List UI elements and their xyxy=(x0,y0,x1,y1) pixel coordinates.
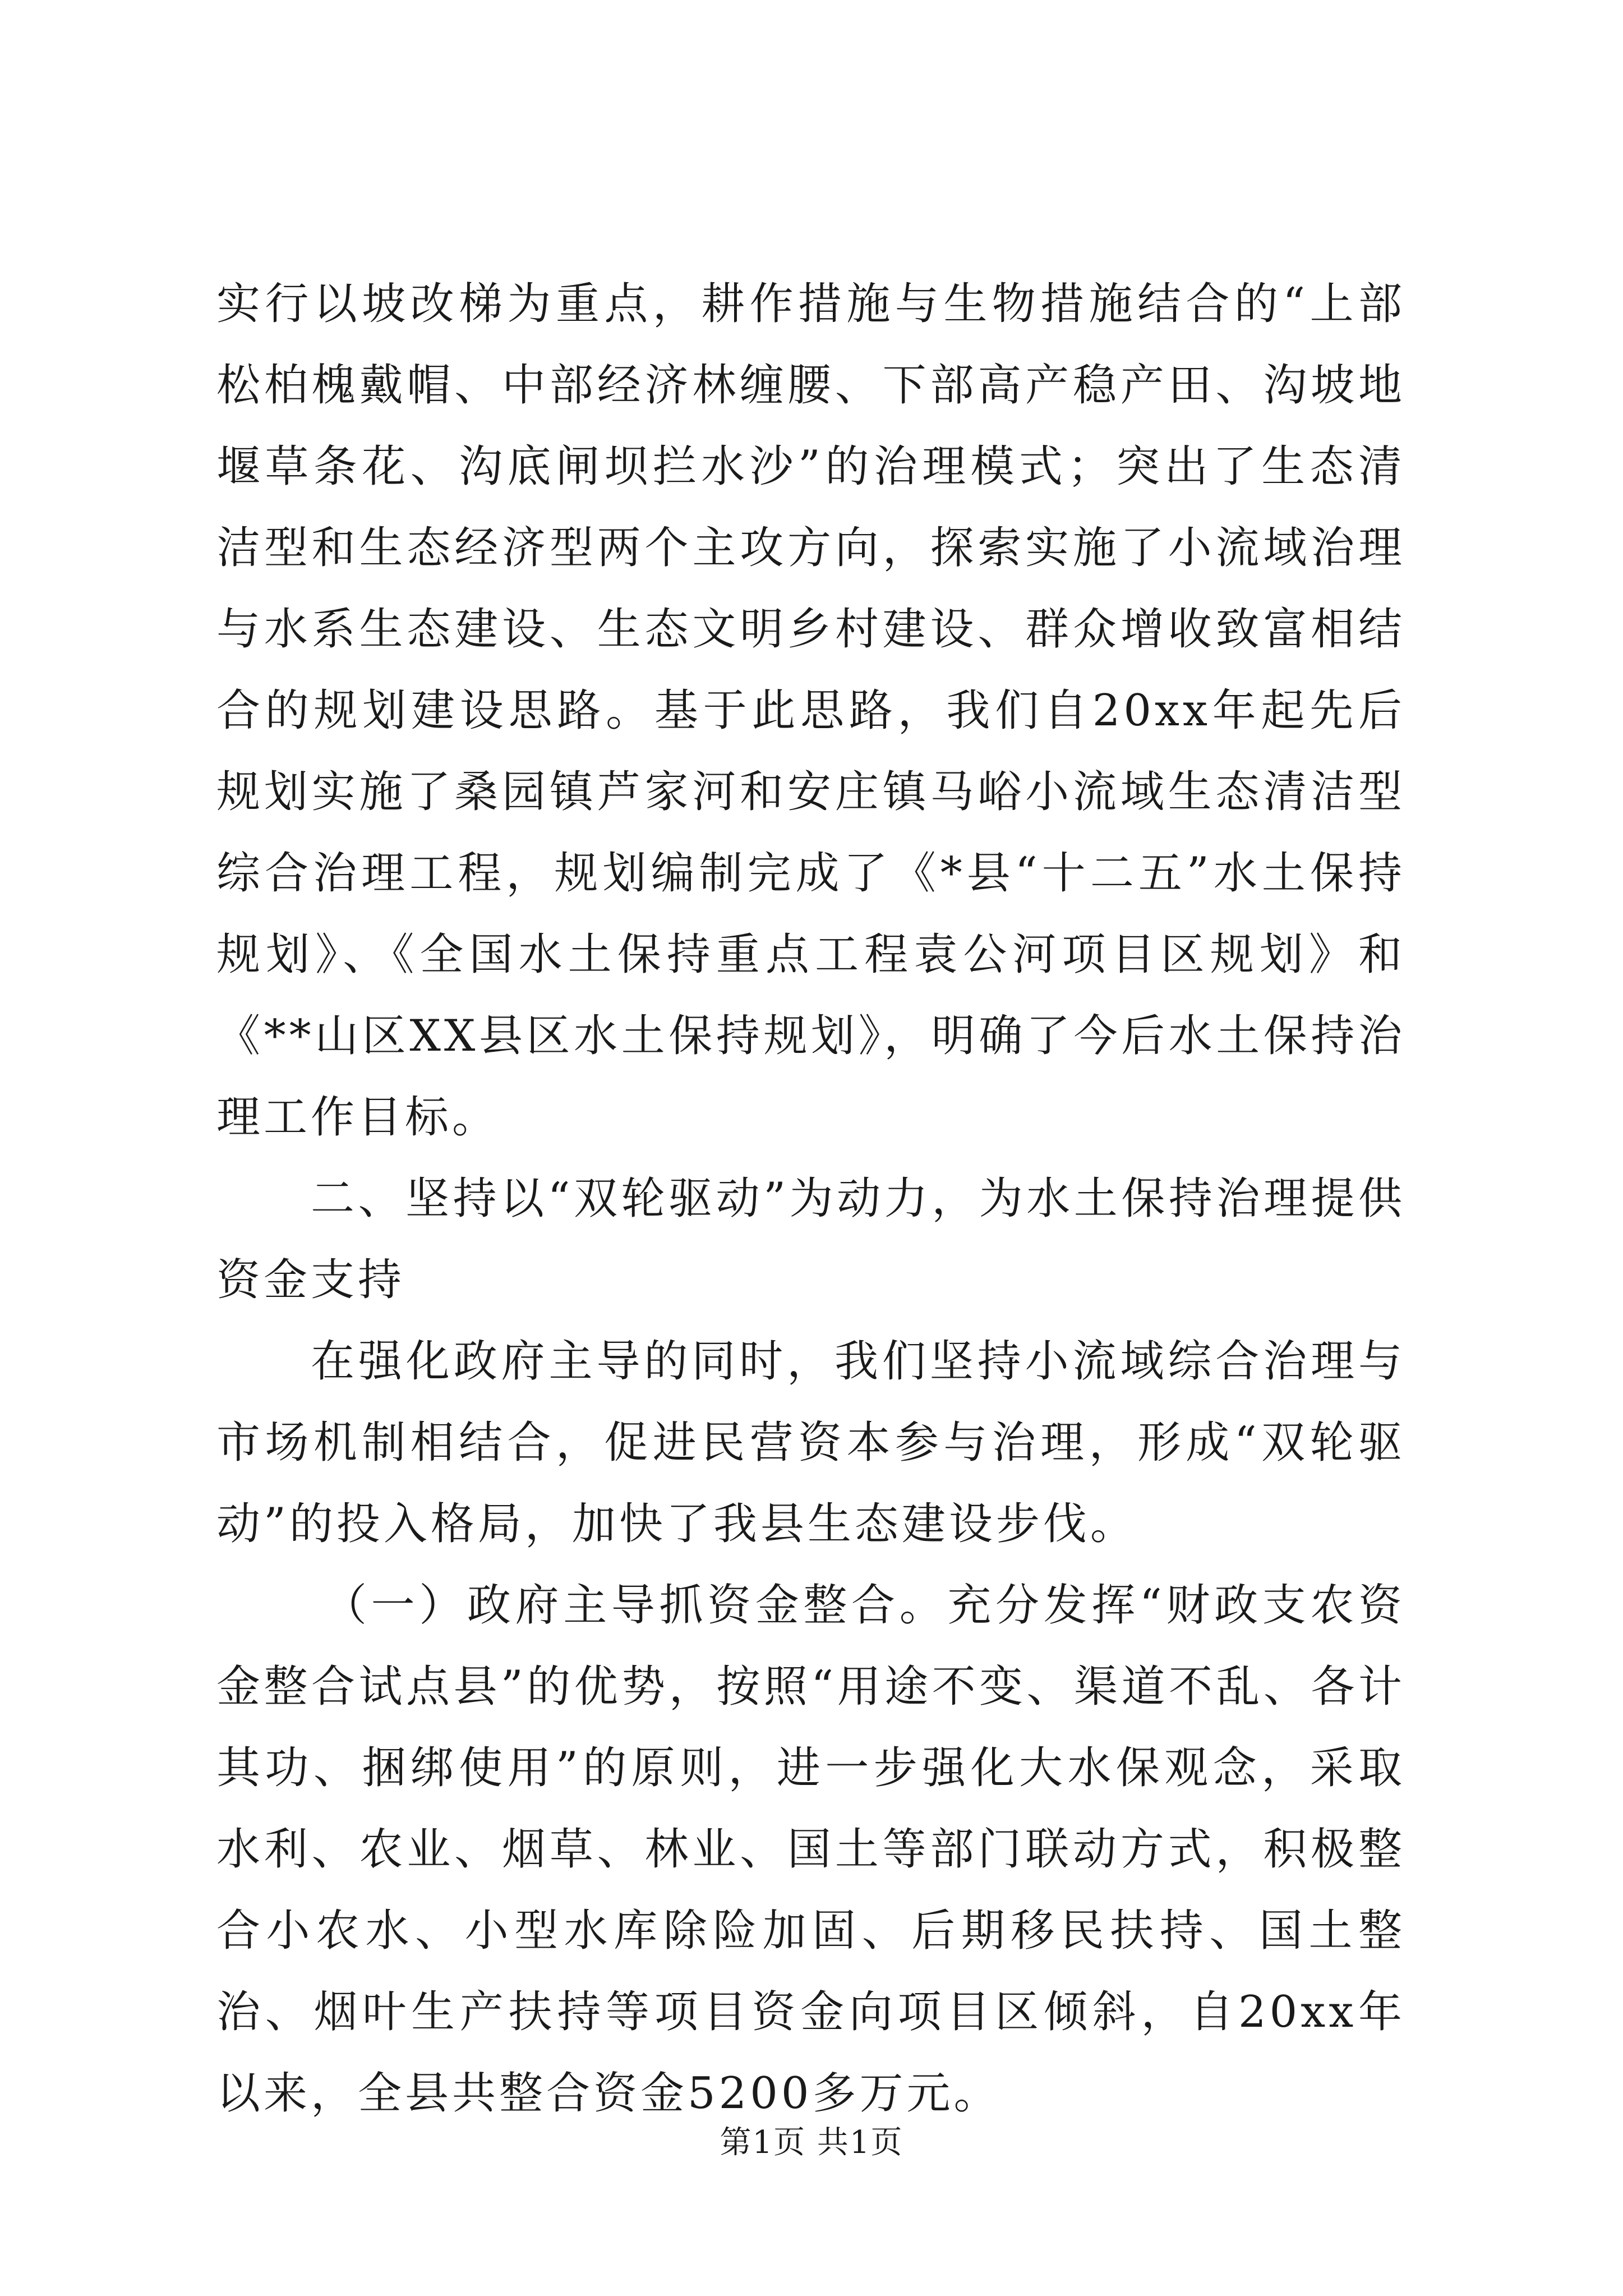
paragraph-government-funding: （一）政府主导抓资金整合。充分发挥“财政支农资金整合试点县”的优势，按照“用途不变、渠道不乱、各计其功、捆绑使用”的原则，进一步强化大水保观念，采取水利、农业、烟草、林业、国土等部门联动方式，积极整合小农水、小型水库除险加固、后期移民扶持、国土整治、烟叶生产扶持等项目资金向项目区倾斜，自20xx年以来，全县共整合资金5200多万元。 xyxy=(216,1580,1405,2119)
paragraph-planning: 实行以坡改梯为重点，耕作措施与生物措施结合的“上部松柏槐戴帽、中部经济林缠腰、下部高产稳产田、沟坡地堰草条花、沟底闸坝拦水沙”的治理模式；突出了生态清洁型和生态经济型两个主攻方向，探索实施了小流域治理与水系生态建设、生态文明乡村建设、群众增收致富相结合的规划建设思路。基于此思路，我们自20xx年起先后规划实施了桑园镇芦家河和安庄镇马峪小流域生态清洁型综合治理工程，规划编制完成了《*县“十二五”水土保持规划》、《全国水土保持重点工程袁公河项目区规划》和《**山区XX县区水土保持规划》，明确了今后水土保持治理工作目标。 xyxy=(216,279,1405,1143)
page-footer: 第1页 共1页 xyxy=(720,2124,903,2161)
paragraph-dual-drive: 在强化政府主导的同时，我们坚持小流域综合治理与市场机制相结合，促进民营资本参与治理，形成“双轮驱动”的投入格局，加快了我县生态建设步伐。 xyxy=(216,1336,1405,1549)
section-heading-funding: 二、坚持以“双轮驱动”为动力，为水土保持治理提供资金支持 xyxy=(216,1174,1405,1305)
document-body xyxy=(216,264,1405,2134)
